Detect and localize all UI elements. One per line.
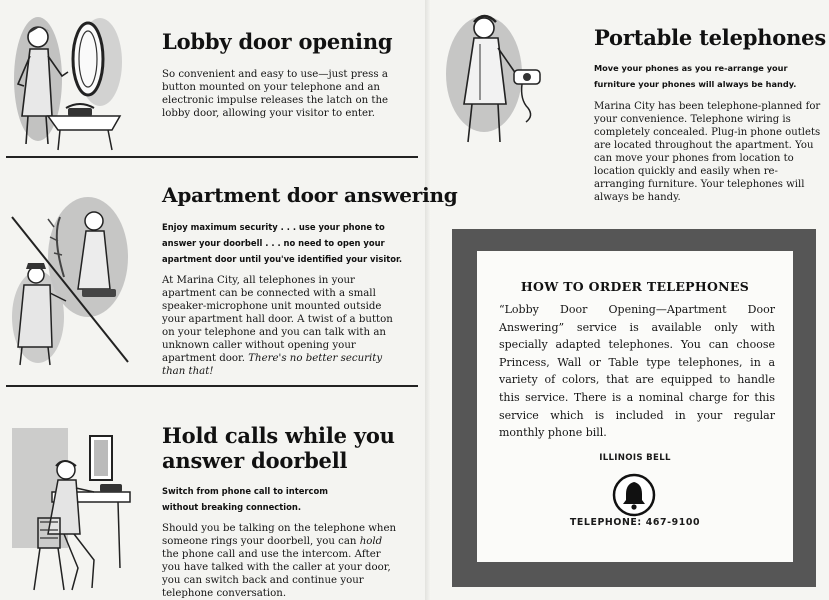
portable-body: Marina City has been telephone-planned for your convenience. Telephone wiring is completely concealed. Plug-in phone outlets are located throughout the apartment. You can move your phones from location to location quickly and easily when re-arranging furniture. Your telephones will always be handy. bbox=[594, 101, 821, 203]
lobby-title: Lobby door opening bbox=[162, 29, 393, 54]
phone-label: TELEPHONE: bbox=[569, 517, 642, 528]
order-box bbox=[477, 251, 793, 562]
order-body: “Lobby Door Opening—Apartment Door Answering” service is available only with specially adapted telephones. You can choose Princess, Wall or Table type telephones, in a variety of colors, that are equipped to handle this service. There is a nominal charge for this service which is included in your regular monthly phone bill. bbox=[499, 303, 775, 440]
hold-body-emphasis: hold bbox=[359, 536, 383, 547]
section-divider bbox=[6, 385, 418, 387]
portable-lead: Move your phones as you re-arrange your furniture your phones will always be handy. bbox=[594, 63, 797, 89]
apartment-body-emphasis: There's no better security than that! bbox=[162, 353, 383, 377]
hold-title-line1: Hold calls while you bbox=[162, 423, 395, 448]
hold-body bbox=[162, 522, 402, 600]
section-divider bbox=[6, 156, 418, 158]
apartment-title: Apartment door answering bbox=[162, 183, 458, 207]
portable-title: Portable telephones bbox=[594, 25, 826, 50]
phone-number: 467-9100 bbox=[645, 517, 701, 528]
doorman-and-woman-illustration bbox=[8, 197, 133, 367]
hold-title-line2: answer doorbell bbox=[162, 448, 348, 473]
hold-body-part1: Should you be talking on the telephone when someone rings your doorbell, you can bbox=[162, 523, 397, 547]
apartment-lead: Enjoy maximum security . . . use your phone to answer your doorbell . . . no need to open your apartment door until you've identified your visitor. bbox=[162, 222, 403, 264]
hold-body-part2: the phone call and use the intercom. After you have talked with the caller at your door, you can switch back and continue your telephone conversation. bbox=[162, 549, 391, 599]
lobby-body: So convenient and easy to use—just press a button mounted on your telephone and an electronic impulse releases the latch on the lobby door, allowing your visitor to enter. bbox=[162, 69, 389, 119]
hold-lead: Switch from phone call to intercom without breaking connection. bbox=[162, 486, 328, 512]
apartment-body bbox=[162, 274, 402, 378]
apartment-body-text: At Marina City, all telephones in your apartment can be connected with a small speaker-microphone unit mounted outside your apartment hall door. A twist of a button on your telephone and you can talk with an unknown caller without opening your apartment door. bbox=[162, 275, 393, 364]
nurse-carrying-phone-illustration bbox=[440, 4, 565, 154]
woman-phone-mirror-illustration bbox=[8, 4, 133, 154]
company-name: ILLINOIS BELL bbox=[599, 453, 671, 463]
order-title: HOW TO ORDER TELEPHONES bbox=[520, 279, 750, 294]
bell-logo-icon bbox=[611, 472, 657, 518]
phone-line bbox=[477, 517, 793, 528]
woman-at-desk-illustration bbox=[8, 418, 138, 598]
